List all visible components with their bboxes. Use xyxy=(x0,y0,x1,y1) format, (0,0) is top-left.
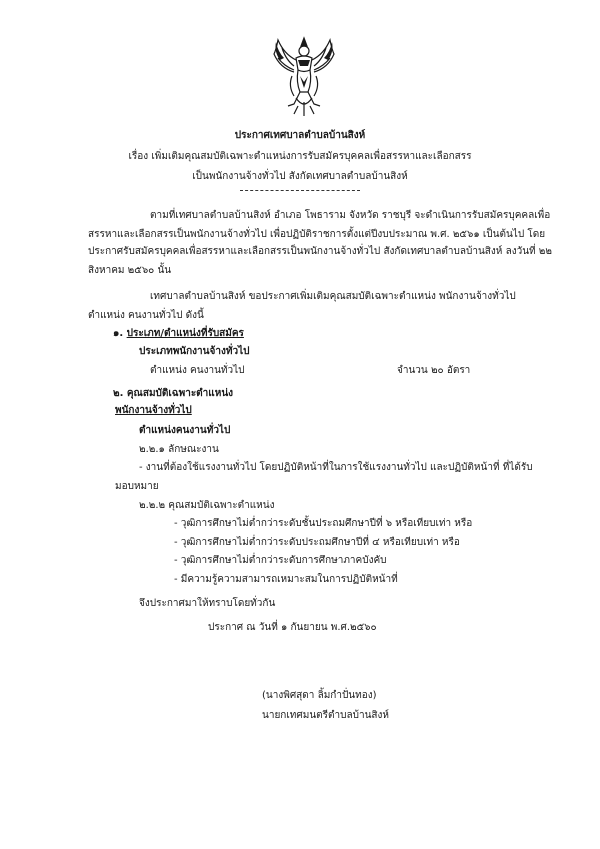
job-nature-heading: ๒.๒.๑ ลักษณะงาน xyxy=(139,444,219,455)
qualification-item: - วุฒิการศึกษาไม่ต่ำกว่าระดับประถมศึกษาปีที่ ๔ หรือเทียบเท่า หรือ xyxy=(174,537,460,548)
job-nature-line-1: - งานที่ต้องใช้แรงงานทั่วไป โดยปฏิบัติหน้าที่ในการใช้แรงงานทั่วไป และปฏิบัติหน้าที่ ที่ได้รับ xyxy=(139,462,533,473)
qualification-item: - วุฒิการศึกษาไม่ต่ำกว่าระดับชั้นประถมศึกษาปีที่ ๖ หรือเทียบเท่า หรือ xyxy=(174,518,473,529)
subject-line-1: เรื่อง เพิ่มเติมคุณสมบัติเฉพาะตำแหน่งการรับสมัครบุคคลเพื่อสรรหาและเลือกสรร xyxy=(128,151,472,162)
qualification-heading: ๒.๒.๒ คุณสมบัติเฉพาะตำแหน่ง xyxy=(139,500,275,511)
section-1-position: ตำแหน่ง คนงานทั่วไป xyxy=(150,365,245,376)
signatory-name: (นางพิศสุดา ลิ้มกำปั่นทอง) xyxy=(262,690,377,701)
signatory-title: นายกเทศมนตรีตำบลบ้านสิงห์ xyxy=(262,710,389,721)
section-1-heading xyxy=(113,327,244,340)
qualification-item: - มีความรู้ความสามารถเหมาะสมในการปฏิบัติหน้าที่ xyxy=(174,574,398,585)
section-1-type: ประเภทพนักงานจ้างทั่วไป xyxy=(139,346,250,357)
section-1-number: ๑. xyxy=(113,328,124,339)
closing-line: จึงประกาศมาให้ทราบโดยทั่วกัน xyxy=(139,598,276,609)
announce-line-1: เทศบาลตำบลบ้านสิงห์ ขอประกาศเพิ่มเติมคุณสมบัติเฉพาะตำแหน่ง พนักงานจ้างทั่วไป xyxy=(150,291,516,302)
intro-line-3: ประกาศรับสมัครบุคคลเพื่อสรรหาและเลือกสรรเป็นพนักงานจ้างทั่วไป สังกัดเทศบาลตำบลบ้านสิงห์ ลงวันที่ ๒๒ xyxy=(88,246,552,257)
announce-line-2: ตำแหน่ง คนงานทั่วไป ดังนี้ xyxy=(88,310,204,321)
document-title: ประกาศเทศบาลตำบลบ้านสิงห์ xyxy=(234,130,366,141)
intro-line-4: สิงหาคม ๒๕๖๐ นั้น xyxy=(88,265,172,276)
section-1-count: จำนวน ๒๐ อัตรา xyxy=(397,365,471,376)
section-1-title: ประเภท/ตำแหน่งที่รับสมัคร xyxy=(126,328,244,339)
job-nature-line-2: มอบหมาย xyxy=(115,481,159,492)
qualification-item: - วุฒิการศึกษาไม่ต่ำกว่าระดับการศึกษาภาคบังคับ xyxy=(174,555,387,566)
intro-line-2: สรรหาและเลือกสรรเป็นพนักงานจ้างทั่วไป เพื่อปฏิบัติราชการตั้งแต่ปีงบประมาณ พ.ศ. ๒๕๖๑ เป็นต้นไป โดย xyxy=(88,229,546,240)
announcement-date: ประกาศ ณ วันที่ ๑ กันยายน พ.ศ.๒๕๖๐ xyxy=(208,622,377,633)
subject-line-2: เป็นพนักงานจ้างทั่วไป สังกัดเทศบาลตำบลบ้านสิงห์ xyxy=(192,171,408,182)
section-2-heading: ๒. คุณสมบัติเฉพาะตำแหน่ง xyxy=(113,388,234,399)
header-divider xyxy=(240,190,360,191)
section-2-position: ตำแหน่งคนงานทั่วไป xyxy=(139,425,231,436)
intro-line-1: ตามที่เทศบาลตำบลบ้านสิงห์ อำเภอ โพธาราม จังหวัด ราชบุรี จะดำเนินการรับสมัครบุคคลเพื่อ xyxy=(150,210,551,221)
section-2-type: พนักงานจ้างทั่วไป xyxy=(115,405,192,416)
